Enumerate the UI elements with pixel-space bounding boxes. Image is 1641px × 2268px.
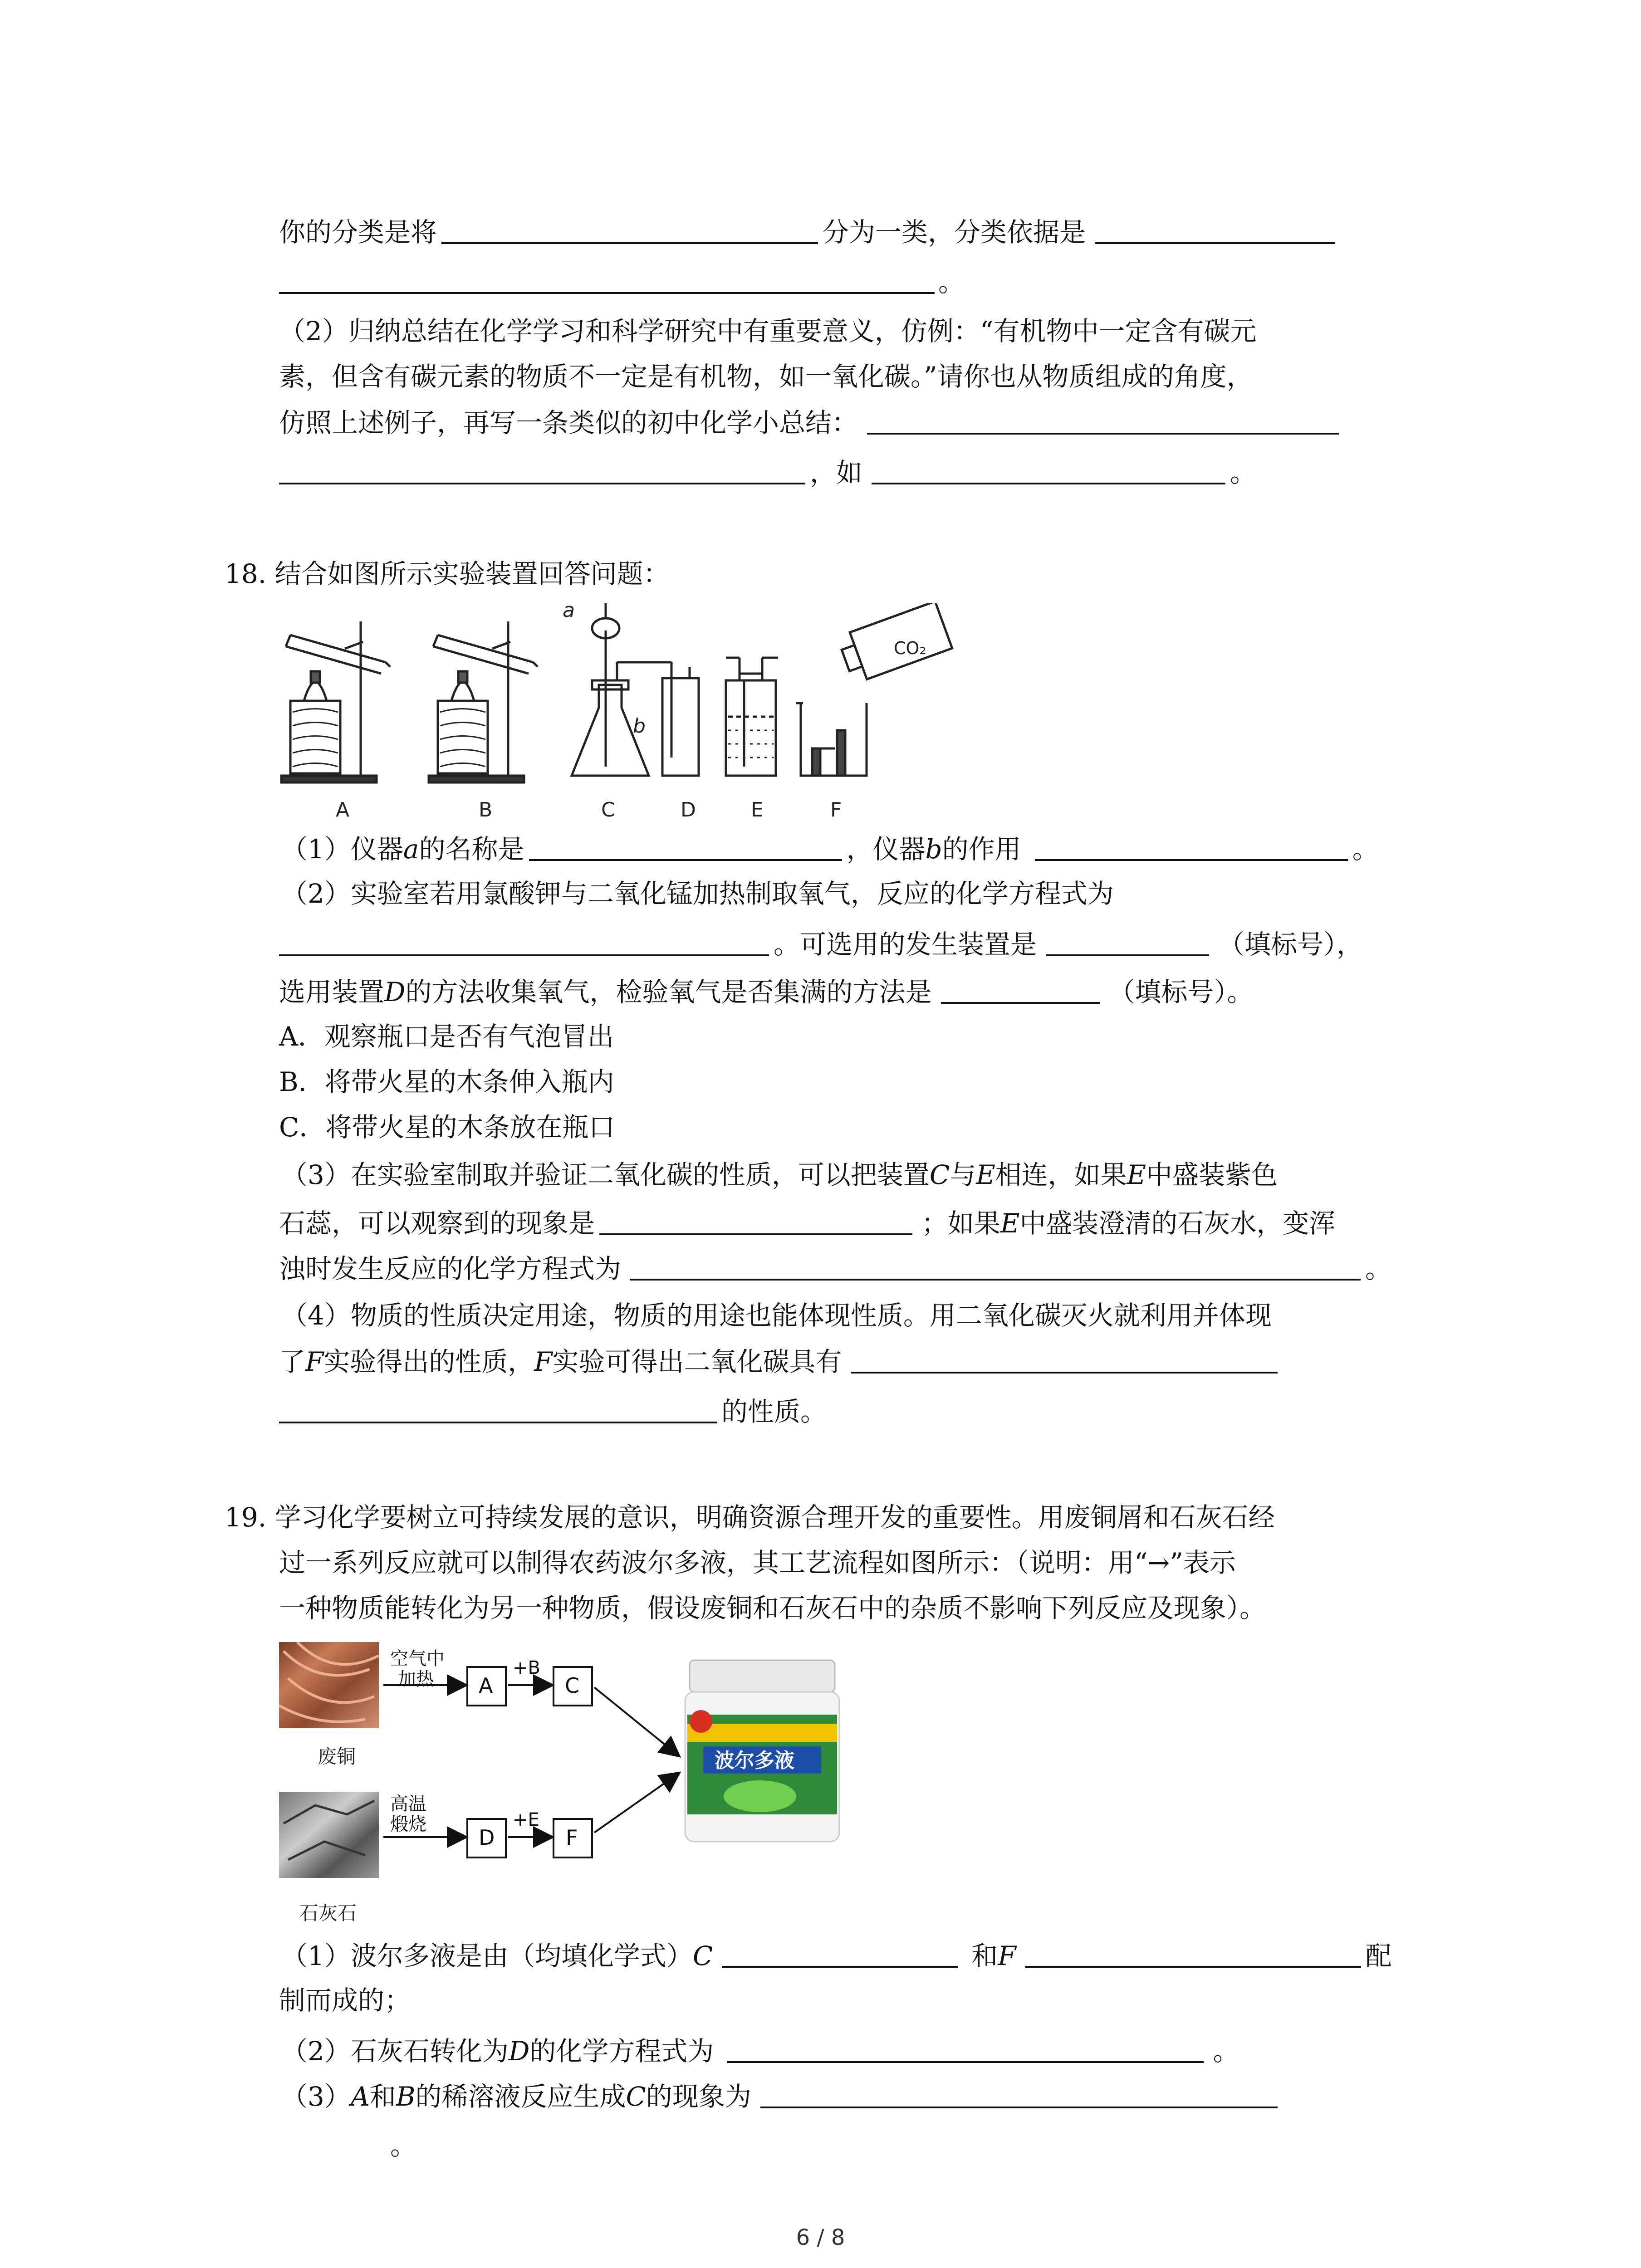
- page-number: 6 / 8: [796, 2225, 845, 2250]
- limestone-image: [279, 1792, 379, 1878]
- q19-stem-line-3: 一种物质能转化为另一种物质，假设废铜和石灰石中的杂质不影响下列反应及现象）。: [279, 1593, 1266, 1623]
- q18-p3-line-1: [281, 1157, 1278, 1193]
- answer-blank[interactable]: [279, 1393, 717, 1423]
- q17-p2-line-1: （2）归纳总结在化学学习和科学研究中有重要意义，仿例：“有机物中一定含有碳元: [279, 316, 1257, 347]
- q19-p1-line-1: [281, 1937, 1392, 1974]
- q18-text: （填标号）。: [1108, 977, 1254, 1007]
- q18-text: b: [925, 834, 942, 865]
- q18-option-a[interactable]: A．观察瓶口是否有气泡冒出: [279, 1021, 614, 1052]
- q18-text: 的性质。: [721, 1396, 827, 1427]
- q18-text: 石蕊，可以观察到的现象是: [279, 1208, 595, 1239]
- label-f: F: [830, 798, 842, 821]
- q19-text: 的化学方程式为: [529, 2036, 714, 2067]
- answer-blank[interactable]: [441, 213, 818, 244]
- q18-text: E: [1127, 1159, 1146, 1190]
- answer-blank[interactable]: [941, 973, 1100, 1004]
- q18-text: 选用装置: [279, 977, 385, 1007]
- apparatus-d: [662, 662, 699, 776]
- q17-text: 分为一类，分类依据是: [823, 217, 1086, 248]
- q19-text: 。: [1213, 2036, 1239, 2067]
- q19-text: 和: [369, 2081, 396, 2112]
- q19-text: C: [626, 2081, 646, 2112]
- label-b: B: [479, 798, 493, 821]
- q18-text: a: [403, 834, 419, 865]
- q17-text: 。: [938, 267, 965, 298]
- q19-stem-line-2: 过一系列反应就可以制得农药波尔多液，其工艺流程如图所示：（说明：用“→”表示: [279, 1547, 1236, 1578]
- q19-text: A: [350, 2081, 370, 2112]
- q18-text: 的作用: [942, 834, 1021, 865]
- answer-blank[interactable]: [1095, 213, 1335, 244]
- q18-text: F: [534, 1346, 553, 1377]
- answer-blank[interactable]: [722, 1937, 958, 1968]
- q18-text: 。: [1365, 1253, 1392, 1284]
- marker-b: b: [633, 714, 646, 738]
- q19-text: 的现象为: [646, 2081, 751, 2112]
- apparatus-e: [726, 658, 778, 776]
- q19-text: 配: [1365, 1941, 1392, 1971]
- answer-blank[interactable]: [867, 404, 1339, 435]
- scrap-copper-image: [279, 1642, 379, 1728]
- answer-blank[interactable]: [279, 263, 935, 294]
- condition-calcine: 煅烧: [390, 1814, 426, 1835]
- q18-text: 浊时发生反应的化学方程式为: [279, 1253, 622, 1284]
- q18-text: 了: [279, 1346, 306, 1377]
- answer-blank[interactable]: [1046, 925, 1209, 956]
- q19-text: F: [998, 1941, 1016, 1971]
- q19-text: C: [692, 1941, 713, 1971]
- label-d: D: [681, 798, 696, 821]
- q19-p3-line-2: 。: [390, 2130, 417, 2161]
- answer-blank[interactable]: [1025, 1937, 1361, 1968]
- answer-blank[interactable]: [1035, 830, 1348, 861]
- q17-text: ，如: [810, 457, 863, 488]
- q19-text: （2）石灰石转化为: [281, 2036, 509, 2067]
- box-c-label: C: [565, 1673, 580, 1698]
- copper-caption: 废铜: [318, 1745, 356, 1768]
- q18-apparatus-figure: [272, 603, 975, 821]
- q18-text: E: [976, 1159, 995, 1190]
- answer-blank[interactable]: [851, 1343, 1278, 1374]
- q18-text: 。: [1352, 834, 1379, 865]
- q19-flowchart: [279, 1642, 869, 1932]
- condition-calcine: 高温: [390, 1794, 426, 1814]
- q18-text: E: [1000, 1208, 1020, 1239]
- q17-line-2: [279, 263, 965, 300]
- limestone-caption: 石灰石: [299, 1902, 357, 1924]
- answer-blank[interactable]: [279, 925, 769, 956]
- answer-blank[interactable]: [630, 1250, 1361, 1281]
- q18-text: 实验可得出二氧化碳具有: [552, 1346, 842, 1377]
- q18-text: 中盛装紫色: [1146, 1159, 1278, 1190]
- q19-text: 的稀溶液反应生成: [415, 2081, 626, 2112]
- box-d-label: D: [479, 1825, 495, 1850]
- product-label: 波尔多液: [715, 1749, 794, 1772]
- q18-p2-line-3: [279, 973, 1254, 1010]
- q18-stem: 18. 结合如图所示实验装置回答问题：: [225, 558, 670, 589]
- q19-stem-line-1: 19. 学习化学要树立可持续发展的意识，明确资源合理开发的重要性。用废铜屑和石灰石经: [225, 1502, 1275, 1533]
- q19-text: （1）波尔多液是由（均填化学式）: [281, 1941, 693, 1971]
- q18-p4-line-3: [279, 1393, 827, 1430]
- q18-p3-line-3: [279, 1250, 1391, 1287]
- label-e: E: [751, 798, 764, 821]
- box-a-label: A: [479, 1673, 493, 1698]
- q19-text: （3）: [281, 2081, 351, 2112]
- reagent-b: +B: [513, 1657, 540, 1678]
- box-f-label: F: [566, 1825, 578, 1850]
- q18-p2-line-2: [279, 925, 1363, 963]
- q18-text: F: [305, 1346, 324, 1377]
- q17-p2-line-3: [279, 404, 1339, 441]
- answer-blank[interactable]: [760, 2077, 1278, 2108]
- q17-line-1: [279, 213, 1335, 250]
- q17-p2-line-4: [279, 454, 1256, 491]
- q18-p4-line-2: [279, 1343, 1278, 1380]
- q17-p2-line-2: 素，但含有碳元素的物质不一定是有机物，如一氧化碳。”请你也从物质组成的角度，: [279, 361, 1253, 392]
- q18-text: （填标号），: [1218, 929, 1363, 960]
- answer-blank[interactable]: [727, 2032, 1204, 2063]
- q17-text: 仿照上述例子，再写一条类似的初中化学小总结：: [279, 407, 858, 438]
- reagent-e: +E: [513, 1809, 539, 1830]
- apparatus-a: [281, 621, 390, 782]
- condition-air-heat: 加热: [398, 1669, 434, 1690]
- q17-text: 。: [1230, 457, 1257, 488]
- q18-p2-line-1: （2）实验室若用氯酸钾与二氧化锰加热制取氧气，反应的化学方程式为: [281, 878, 1114, 909]
- apparatus-b: [429, 621, 538, 782]
- label-c: C: [601, 798, 615, 821]
- q19-text: 和: [971, 1941, 998, 1971]
- q18-text: （1）仪器: [281, 834, 403, 865]
- q17-text: 你的分类是将: [279, 217, 437, 248]
- label-a: A: [336, 798, 350, 821]
- q18-p3-line-2: [279, 1204, 1335, 1242]
- q18-text: 相连，如果: [995, 1159, 1127, 1190]
- q18-text: 实验得出的性质，: [323, 1346, 534, 1377]
- bordeaux-mixture-jar: [685, 1660, 839, 1842]
- q18-text: ，仪器: [846, 834, 926, 865]
- q19-p1-line-2: 制而成的；: [279, 1985, 411, 2016]
- q18-text: 与: [950, 1159, 976, 1190]
- q18-option-c[interactable]: C．将带火星的木条放在瓶口: [279, 1112, 615, 1143]
- q18-p4-line-1: （4）物质的性质决定用途，物质的用途也能体现性质。用二氧化碳灭火就利用并体现: [281, 1300, 1272, 1331]
- answer-blank[interactable]: [529, 830, 842, 861]
- q18-text: 的方法收集氧气，检验氧气是否集满的方法是: [405, 977, 932, 1007]
- co2-label: CO₂: [894, 638, 926, 658]
- q19-p3: [281, 2077, 1278, 2115]
- marker-a: a: [563, 603, 575, 622]
- q18-text: 中盛装澄清的石灰水，变浑: [1019, 1208, 1336, 1239]
- apparatus-c: [572, 603, 671, 776]
- q18-p1: [281, 830, 1379, 867]
- q19-text: B: [396, 2081, 416, 2112]
- q18-option-b[interactable]: B．将带火星的木条伸入瓶内: [279, 1066, 614, 1097]
- condition-air-heat: 空气中: [390, 1648, 445, 1669]
- q18-text: 。可选用的发生装置是: [774, 929, 1037, 960]
- q19-text: D: [508, 2036, 530, 2067]
- answer-blank[interactable]: [872, 454, 1225, 484]
- q19-p2: [281, 2032, 1239, 2069]
- q18-text: 的名称是: [419, 834, 524, 865]
- answer-blank[interactable]: [599, 1204, 912, 1235]
- q18-text: C: [929, 1159, 950, 1190]
- q18-text: ；如果: [921, 1208, 1001, 1239]
- apparatus-f: [796, 603, 952, 776]
- answer-blank[interactable]: [279, 454, 805, 484]
- q18-text: （3）在实验室制取并验证二氧化碳的性质，可以把装置: [281, 1159, 930, 1190]
- q18-text: D: [384, 977, 406, 1007]
